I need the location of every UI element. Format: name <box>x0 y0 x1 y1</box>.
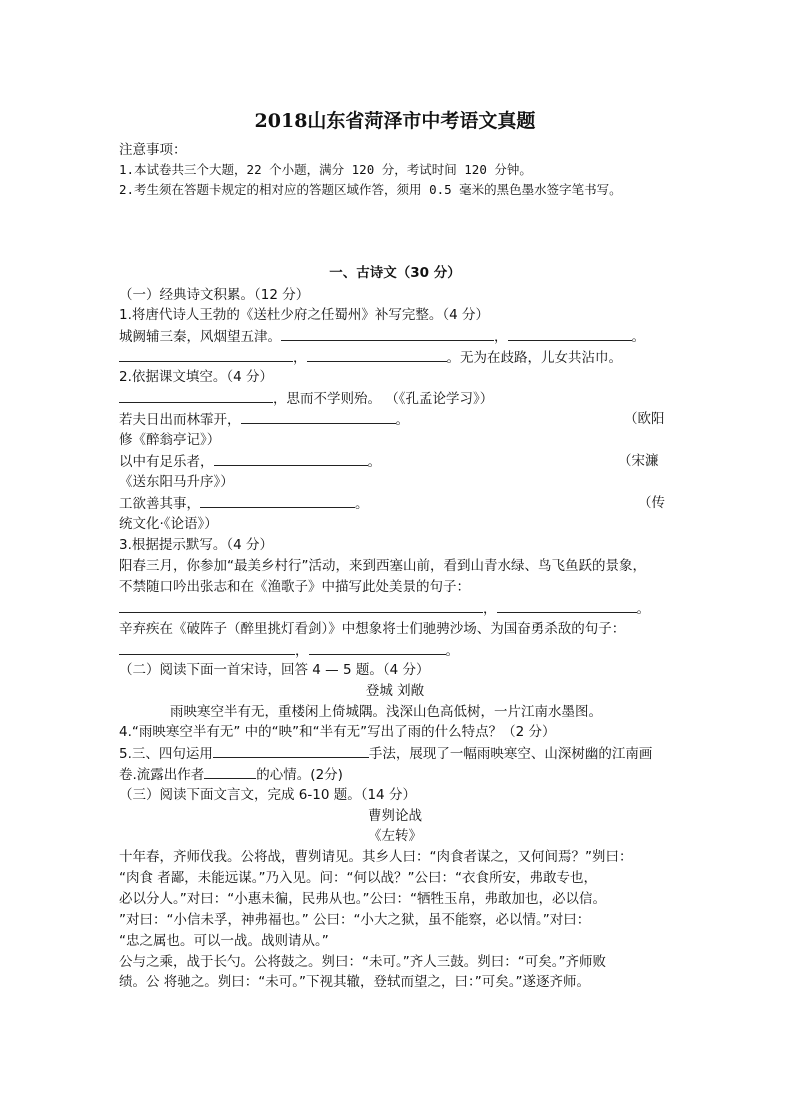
answer-blank[interactable] <box>204 764 256 779</box>
poem-fill-line <box>119 326 645 347</box>
question-prompt: 2.依据课文填空。（4 分） <box>119 369 274 385</box>
part-heading: （二）阅读下面一首宋诗，回答 4 — 5 题。（4 分） <box>119 662 430 678</box>
fill-line <box>119 409 409 430</box>
answer-blank[interactable] <box>200 493 355 508</box>
page-title: 2018山东省菏泽市中考语文真题 <box>254 110 536 132</box>
answer-blank[interactable] <box>307 347 447 362</box>
answer-blank[interactable] <box>119 640 295 655</box>
answer-blank[interactable] <box>214 451 368 466</box>
answer-blank[interactable] <box>241 409 396 424</box>
passage-line: 十年春，齐师伐我。公将战，曹刿请见。其乡人曰：“肉食者谋之，又何间焉？”刿曰： <box>119 849 633 865</box>
answer-blank[interactable] <box>281 326 494 341</box>
question-prompt: 4.“雨映寒空半有无” 中的“映”和“半有无”写出了雨的什么特点？（2 分） <box>119 724 556 740</box>
answer-blank[interactable] <box>213 743 369 758</box>
line-text: 工欲善其事， <box>119 496 200 512</box>
part-heading: （一）经典诗文积累。（12 分） <box>119 287 310 303</box>
separator: ， <box>293 350 307 366</box>
line-text: 若夫日出而林霏开， <box>119 412 241 428</box>
separator: ， <box>483 601 497 617</box>
part-heading: （三）阅读下面文言文，完成 6-10 题。（14 分） <box>119 787 416 803</box>
separator: 。 <box>631 329 645 345</box>
passage-line: 绩。公 将驰之。刿曰：“未可。”下视其辙，登轼而望之，曰：”可矣。”遂逐齐师。 <box>119 974 591 990</box>
answer-blank[interactable] <box>309 640 446 655</box>
question-prompt: 3.根据提示默写。（4 分） <box>119 537 274 553</box>
question-text: 辛弃疾在《破阵子（醉里挑灯看剑）》中想象将士们驰骋沙场、为国奋勇杀敌的句子： <box>119 621 626 637</box>
fill-line <box>119 640 459 661</box>
fill-line <box>119 388 493 409</box>
separator: ， <box>494 329 508 345</box>
line-text: 卷.流露出作者 <box>119 767 205 783</box>
separator: 。 <box>445 643 459 659</box>
passage-line: ”对曰：“小信未孚，神弗福也。” 公曰：“小大之狱，虽不能察，必以情。”对曰： <box>119 912 591 928</box>
line-text: 5.三、四句运用 <box>119 746 213 762</box>
line-text: 。 <box>395 412 409 428</box>
source-note: 《送东阳马升序》） <box>119 474 234 490</box>
line-text: 以中有足乐者， <box>119 454 214 470</box>
notice-heading: 注意事项： <box>119 142 187 158</box>
answer-blank[interactable] <box>119 388 273 403</box>
passage-line: 必以分人。”对曰：“小惠未徧，民弗从也。”公曰：“牺牲玉帛，弗敢加也，必以信。 <box>119 891 606 907</box>
source-note: （宋濂 <box>618 453 659 469</box>
question-text: 不禁随口吟出张志和在《渔歌子》中描写此处美景的句子： <box>119 579 470 595</box>
passage-line: 公与之乘，战于长勺。公将鼓之。刿曰：“未可。”齐人三鼓。刿曰：“可矣。”齐师败 <box>119 954 606 970</box>
section-heading: 一、古诗文（30 分） <box>329 265 461 281</box>
source-note: 统文化·《论语》） <box>119 516 218 532</box>
source-note: （传 <box>638 495 665 511</box>
passage-title: 曹刿论战 <box>368 808 422 824</box>
poem-text: 。无为在歧路，儿女共沾巾。 <box>446 350 622 366</box>
fill-line <box>119 764 343 785</box>
poem-text: 城阙辅三秦，风烟望五津。 <box>119 329 281 345</box>
answer-blank[interactable] <box>119 347 293 362</box>
answer-blank[interactable] <box>497 598 637 613</box>
line-text: 的心情。(2分) <box>256 767 343 783</box>
source-note: 修《醉翁亭记》） <box>119 432 221 448</box>
answer-blank[interactable] <box>508 326 632 341</box>
passage-line: “忠之属也。可以一战。战则请从。” <box>119 933 329 949</box>
question-text: 阳春三月，你参加“最美乡村行”活动，来到西塞山前，看到山青水绿、鸟飞鱼跃的景象， <box>119 558 646 574</box>
fill-line <box>119 743 652 764</box>
line-text: 。 <box>367 454 381 470</box>
poem-fill-line <box>119 347 622 368</box>
passage-source: 《左转》 <box>368 828 422 844</box>
answer-blank[interactable] <box>119 598 483 613</box>
source-note: （欧阳 <box>624 411 665 427</box>
poem-body: 雨映寒空半有无，重楼闲上倚城隅。浅深山色高低树，一片江南水墨图。 <box>170 704 602 720</box>
separator: 。 <box>636 601 650 617</box>
fill-line <box>119 493 369 514</box>
fill-line <box>119 598 650 619</box>
fill-line <box>119 451 381 472</box>
line-text: ，思而不学则殆。 （《孔孟论学习》） <box>273 391 494 407</box>
question-prompt: 1.将唐代诗人王勃的《送杜少府之任蜀州》补写完整。（4 分） <box>119 307 490 323</box>
separator: ， <box>295 643 309 659</box>
passage-line: “肉食 者鄙，未能远谋。”乃入见。问：“何以战？”公曰：“衣食所安，弗敢专也， <box>119 870 598 886</box>
line-text: 手法，展现了一幅雨映寒空、山深树幽的江南画 <box>368 746 653 762</box>
line-text: 。 <box>355 496 369 512</box>
poem-title: 登城 刘敞 <box>365 683 425 699</box>
notice-item: 1.本试卷共三个大题，22 个小题，满分 120 分，考试时间 120 分钟。 <box>119 162 532 177</box>
notice-item: 2.考生须在答题卡规定的相对应的答题区域作答，须用 0.5 毫米的黑色墨水签字笔书写。 <box>119 182 622 197</box>
